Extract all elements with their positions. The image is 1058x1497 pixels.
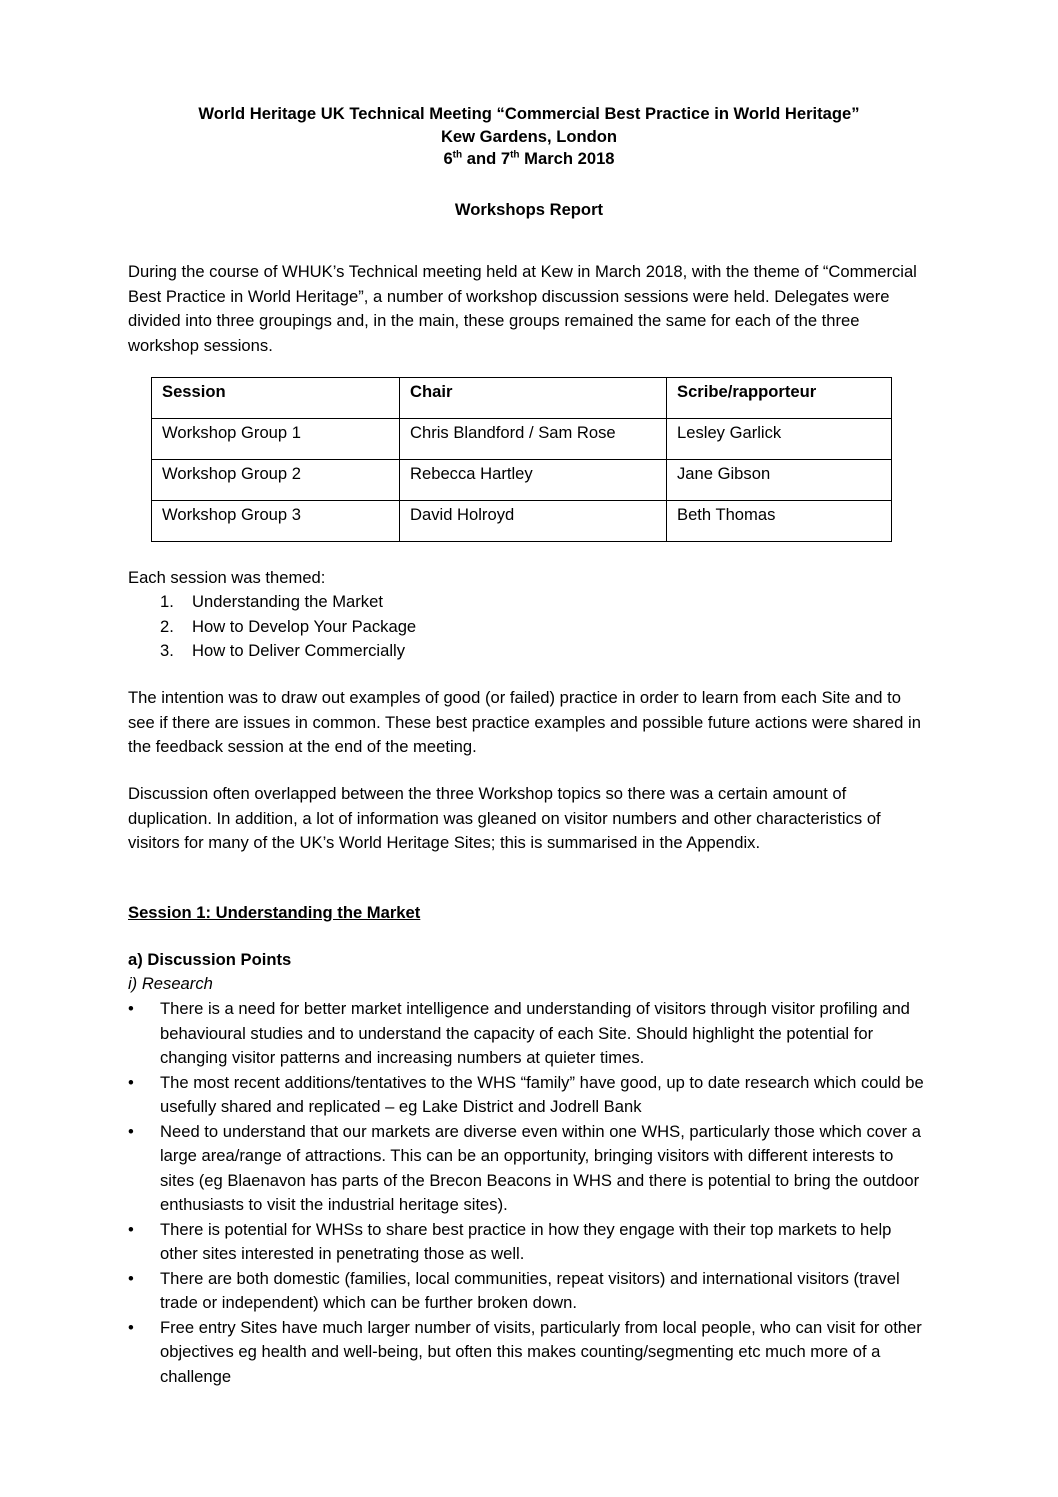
bullet-icon: •: [128, 999, 134, 1018]
meeting-date: 6th and 7th March 2018: [443, 149, 615, 168]
document-header: [0, 103, 1058, 171]
table-row: [152, 419, 892, 460]
bullet-icon: •: [128, 1219, 134, 1239]
table-row: [152, 501, 892, 542]
table-cell: Jane Gibson: [667, 460, 892, 501]
discussion-points-heading: a) Discussion Points: [128, 950, 292, 969]
list-item: • There is a need for better market intelligence and understanding of visitors through visitor profiling and behavioural studies and to understand the capacity of each Site. Should highlight the potential for changing visitor patterns and increasing numbers at quieter times.: [128, 999, 910, 1067]
bullet-icon: •: [128, 1121, 134, 1141]
meeting-location: Kew Gardens, London: [440, 126, 618, 146]
research-heading: i) Research: [128, 974, 213, 993]
themes-intro: Each session was themed:: [128, 568, 326, 587]
report-title: Workshops Report: [454, 200, 604, 219]
table-header-cell: Scribe/rapporteur: [667, 378, 892, 419]
table-header-cell: Chair: [400, 378, 667, 419]
discussion-paragraph: Discussion often overlapped between the three Workshop topics so there was a certain amount of duplication. In addition, a lot of information was gleaned on visitor numbers and other characteristics of visitors for many of the UK’s World Heritage Sites; this is summarised in the Appendix.: [128, 784, 881, 852]
table-cell: Workshop Group 1: [152, 419, 400, 460]
session1-heading: Session 1: Understanding the Market: [128, 903, 421, 922]
research-bullet-list: [128, 997, 928, 1389]
workshop-groups-table: [151, 377, 892, 542]
intention-paragraph: The intention was to draw out examples of good (or failed) practice in order to learn from each Site and to see if there are issues in common. These best practice examples and possible future actions were shared in the feedback session at the end of the meeting.: [128, 688, 921, 756]
table-cell: Beth Thomas: [667, 501, 892, 542]
table-cell: Lesley Garlick: [667, 419, 892, 460]
table-cell: Chris Blandford / Sam Rose: [400, 419, 667, 460]
meeting-title: World Heritage UK Technical Meeting “Commercial Best Practice in World Heritage”: [198, 104, 860, 123]
list-item: • There is potential for WHSs to share best practice in how they engage with their top markets to help other sites interested in penetrating those as well.: [128, 1219, 892, 1263]
list-item: • The most recent additions/tentatives to the WHS “family” have good, up to date research which could be usefully shared and replicated – eg Lake District and Jodrell Bank: [128, 1072, 924, 1116]
table-cell: Workshop Group 3: [152, 501, 400, 542]
list-item: • There are both domestic (families, local communities, repeat visitors) and international visitors (travel trade or independent) which can be further broken down.: [128, 1268, 900, 1312]
table-cell: Workshop Group 2: [152, 460, 400, 501]
list-item: 1. Understanding the Market: [160, 592, 383, 611]
table-cell: David Holroyd: [400, 501, 667, 542]
list-item: • Free entry Sites have much larger number of visits, particularly from local people, who can visit for other objectives eg health and well-being, but often this makes counting/segmenting etc much more of a challenge: [128, 1317, 922, 1386]
table-cell: Rebecca Hartley: [400, 460, 667, 501]
list-item: 3. How to Deliver Commercially: [160, 641, 405, 660]
bullet-icon: •: [128, 1268, 134, 1288]
table-row: [152, 460, 892, 501]
list-item: 2. How to Develop Your Package: [160, 616, 417, 636]
themes-list: [160, 590, 416, 664]
bullet-icon: •: [128, 1317, 134, 1337]
table-header-cell: Session: [152, 378, 400, 419]
intro-paragraph: During the course of WHUK’s Technical meeting held at Kew in March 2018, with the theme of “Commercial Best Practice in World Heritage”, a number of workshop discussion sessions were held. Delegates were divided into three groupings and, in the main, these groups remained the same for each of the three workshop sessions.: [128, 262, 917, 355]
bullet-icon: •: [128, 1072, 134, 1092]
list-item: • Need to understand that our markets are diverse even within one WHS, particularly those which cover a large area/range of attractions. This can be an opportunity, bringing visitors with different interests to sites (eg Blaenavon has parts of the Brecon Beacons in WHS and there is potential to bring the outdoor enthusiasts to visit the industrial heritage sites).: [128, 1121, 921, 1214]
table-header-row: [152, 378, 892, 419]
